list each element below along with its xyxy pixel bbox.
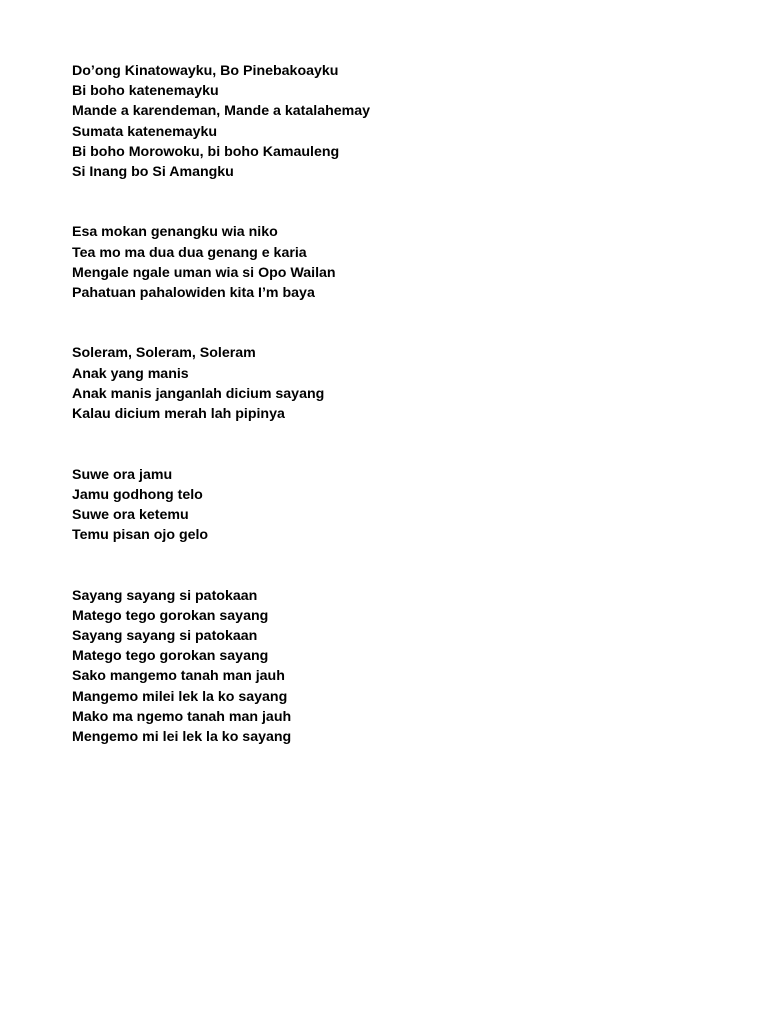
lyric-line: Mengemo mi lei lek la ko sayang xyxy=(72,728,292,745)
lyric-line: Anak manis janganlah dicium sayang xyxy=(72,385,325,402)
lyric-line: Soleram, Soleram, Soleram xyxy=(72,345,256,362)
lyric-line: Bi boho Morowoku, bi boho Kamauleng xyxy=(72,143,340,160)
lyric-line: Kalau dicium merah lah pipinya xyxy=(72,406,285,423)
stanza-4 xyxy=(72,465,712,546)
lyric-line: Suwe ora jamu xyxy=(72,466,173,483)
lyric-line: Sako mangemo tanah man jauh xyxy=(72,668,285,685)
lyric-line: Pahatuan pahalowiden kita I’m baya xyxy=(72,284,315,301)
lyric-line: Mako ma ngemo tanah man jauh xyxy=(72,708,292,725)
lyric-line: Sayang sayang si patokaan xyxy=(72,587,258,604)
lyric-line: Sumata katenemayku xyxy=(72,123,218,140)
stanza-3 xyxy=(72,343,712,424)
lyric-line: Temu pisan ojo gelo xyxy=(72,527,209,544)
lyric-line: Do’ong Kinatowayku, Bo Pinebakoayku xyxy=(72,63,339,79)
lyric-line: Tea mo ma dua dua genang e karia xyxy=(72,244,307,261)
lyric-line: Mengale ngale uman wia si Opo Wailan xyxy=(72,264,336,281)
lyrics-body xyxy=(72,61,712,747)
lyric-line: Suwe ora ketemu xyxy=(72,506,189,523)
lyric-line: Matego tego gorokan sayang xyxy=(72,607,269,624)
lyric-line: Mande a karendeman, Mande a katalahemay xyxy=(72,103,371,120)
lyric-line: Jamu godhong telo xyxy=(72,486,203,503)
lyric-line: Sayang sayang si patokaan xyxy=(72,627,258,644)
lyric-line: Matego tego gorokan sayang xyxy=(72,648,269,665)
lyric-line: Anak yang manis xyxy=(72,365,189,382)
lyric-line: Bi boho katenemayku xyxy=(72,83,219,100)
stanza-2 xyxy=(72,222,712,303)
stanza-1 xyxy=(72,61,712,182)
stanza-5 xyxy=(72,586,712,748)
lyric-line: Si Inang bo Si Amangku xyxy=(72,163,234,180)
lyric-line: Mangemo milei lek la ko sayang xyxy=(72,688,288,705)
lyric-line: Esa mokan genangku wia niko xyxy=(72,224,278,241)
